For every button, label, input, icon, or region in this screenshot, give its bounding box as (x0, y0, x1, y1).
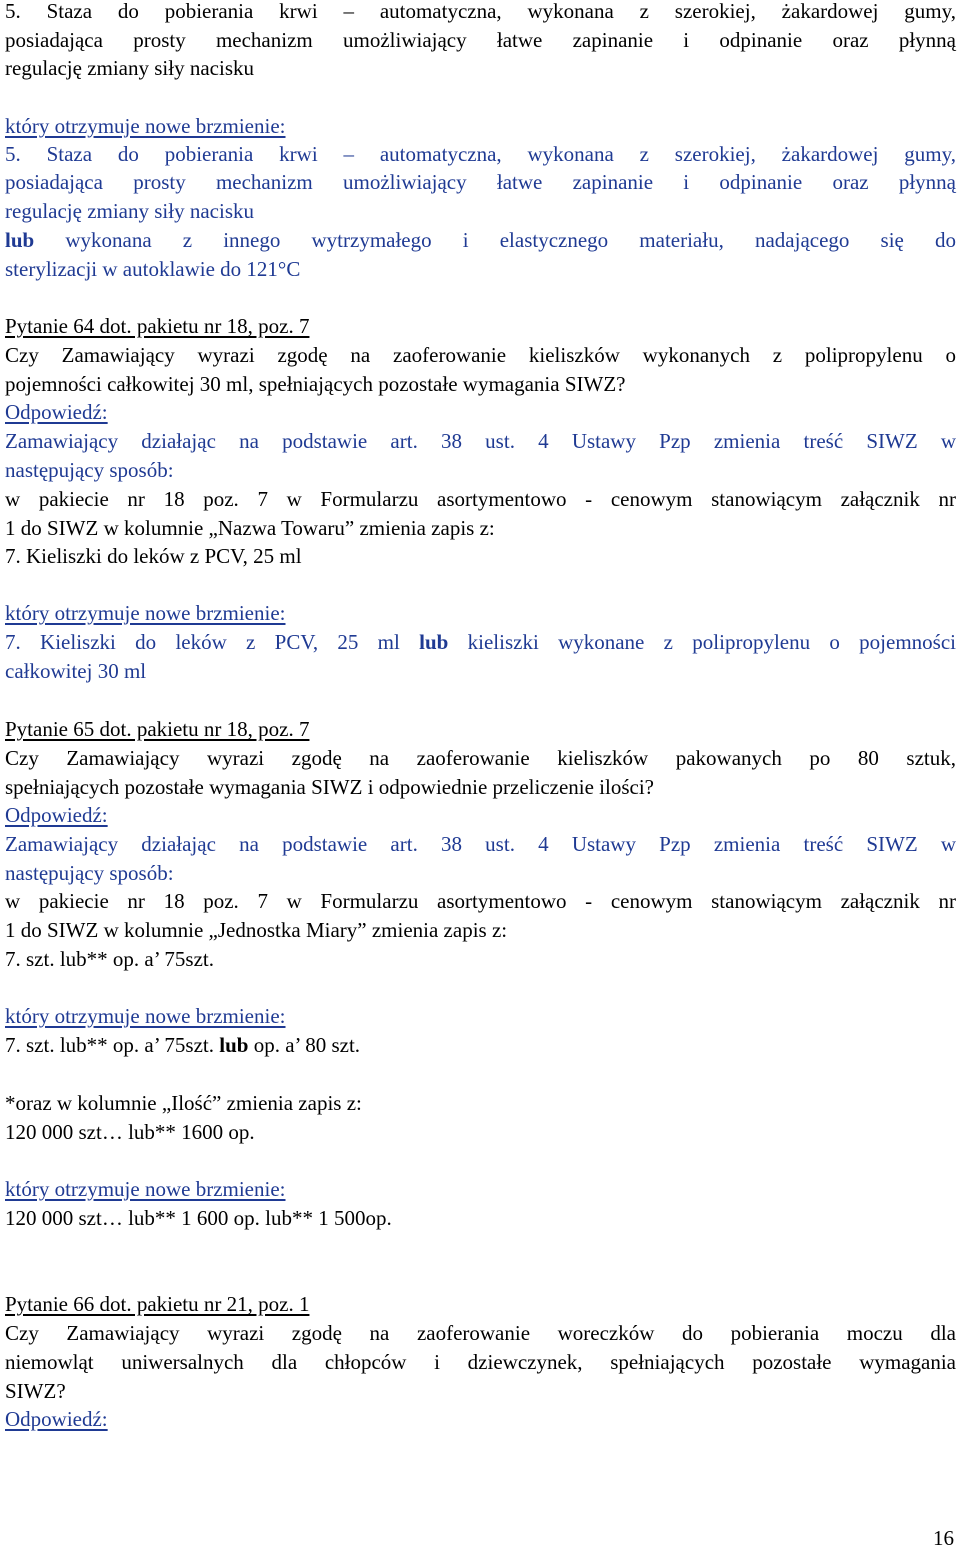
question-65-line-1: Czy Zamawiający wyrazi zgodę na zaoferowanie kieliszków pakowanych po 80 sztuk, (5, 746, 956, 770)
answer-64-label: Odpowiedź: (5, 400, 108, 424)
answer-64-new-end: kieliszki wykonane z polipropylenu o pojemności (448, 630, 956, 654)
answer-65-quantity-label: *oraz w kolumnie „Ilość” zmienia zapis z: (5, 1091, 362, 1115)
question-66-title: Pytanie 66 dot. pakietu nr 21, poz. 1 (5, 1292, 310, 1316)
answer-64-new-line-2: całkowitej 30 ml (5, 659, 147, 683)
answer-66-label: Odpowiedź: (5, 1407, 108, 1431)
question-64-line-1: Czy Zamawiający wyrazi zgodę na zaoferowanie kieliszków wykonanych z polipropylenu o (5, 343, 956, 367)
staza-original-line-3: regulację zmiany siły nacisku (5, 56, 254, 80)
question-64-line-2: pojemności całkowitej 30 ml, spełniających pozostałe wymagania SIWZ? (5, 372, 626, 396)
question-64-title: Pytanie 64 dot. pakietu nr 18, poz. 7 (5, 314, 310, 338)
question-66-line-2: niemowląt uniwersalnych dla chłopców i dziewczynek, spełniających pozostałe wymagania (5, 1350, 956, 1374)
lub-keyword: lub (219, 1033, 249, 1057)
answer-64-new-line-1 (5, 628, 956, 656)
answer-64-old-value: 7. Kieliszki do leków z PCV, 25 ml (5, 544, 302, 568)
staza-original-line-1: 5. Staza do pobierania krwi – automatyczna, wykonana z szerokiej, żakardowej gumy, (5, 0, 956, 23)
answer-65-line-2: następujący sposób: (5, 861, 174, 885)
staza-new-line-5: sterylizacji w autoklawie do 121°C (5, 257, 301, 281)
answer-65-old-unit: 7. szt. lub** op. a’ 75szt. (5, 947, 214, 971)
lub-keyword: lub (419, 630, 449, 654)
staza-new-line-1: 5. Staza do pobierania krwi – automatyczna, wykonana z szerokiej, żakardowej gumy, (5, 142, 956, 166)
answer-65-new-unit-start: 7. szt. lub** op. a’ 75szt. (5, 1033, 220, 1057)
answer-64-line-1: Zamawiający działając na podstawie art. 38 ust. 4 Ustawy Pzp zmienia treść SIWZ w (5, 429, 956, 453)
question-66-line-3: SIWZ? (5, 1379, 66, 1403)
answer-65-new-unit-end: op. a’ 80 szt. (248, 1033, 361, 1057)
answer-65-package-line-1: w pakiecie nr 18 poz. 7 w Formularzu asortymentowo - cenowym stanowiącym załącznik nr (5, 889, 956, 913)
answer-64-line-2: następujący sposób: (5, 458, 174, 482)
staza-new-line-2: posiadająca prosty mechanizm umożliwiający łatwe zapinanie i odpinanie oraz płynną (5, 170, 956, 194)
new-wording-label-64: który otrzymuje nowe brzmienie: (5, 601, 286, 625)
answer-65-new-unit (5, 1031, 360, 1059)
answer-64-package-line-2: 1 do SIWZ w kolumnie „Nazwa Towaru” zmienia zapis z: (5, 516, 495, 540)
staza-new-line-4-rest: wykonana z innego wytrzymałego i elastycznego materiału, nadającego się do (34, 228, 956, 252)
answer-65-old-quantity: 120 000 szt… lub** 1600 op. (5, 1120, 255, 1144)
answer-65-label: Odpowiedź: (5, 803, 108, 827)
new-wording-label-65-qty: który otrzymuje nowe brzmienie: (5, 1177, 286, 1201)
new-wording-label-65-unit: który otrzymuje nowe brzmienie: (5, 1004, 286, 1028)
answer-64-package-line-1: w pakiecie nr 18 poz. 7 w Formularzu asortymentowo - cenowym stanowiącym załącznik nr (5, 487, 956, 511)
page-number: 16 (933, 1526, 954, 1550)
new-wording-label: który otrzymuje nowe brzmienie: (5, 114, 286, 138)
answer-65-package-line-2: 1 do SIWZ w kolumnie „Jednostka Miary” zmienia zapis z: (5, 918, 508, 942)
question-65-title: Pytanie 65 dot. pakietu nr 18, poz. 7 (5, 717, 310, 741)
question-65-line-2: spełniających pozostałe wymagania SIWZ i odpowiednie przeliczenie ilości? (5, 775, 655, 799)
staza-original-line-2: posiadająca prosty mechanizm umożliwiający łatwe zapinanie i odpinanie oraz płynną (5, 28, 956, 52)
lub-keyword: lub (5, 228, 35, 252)
staza-new-line-3: regulację zmiany siły nacisku (5, 199, 254, 223)
question-66-line-1: Czy Zamawiający wyrazi zgodę na zaoferowanie woreczków do pobierania moczu dla (5, 1321, 956, 1345)
answer-65-line-1: Zamawiający działając na podstawie art. 38 ust. 4 Ustawy Pzp zmienia treść SIWZ w (5, 832, 956, 856)
answer-64-new-start: 7. Kieliszki do leków z PCV, 25 ml (5, 630, 420, 654)
answer-65-new-quantity: 120 000 szt… lub** 1 600 op. lub** 1 500op. (5, 1206, 392, 1230)
staza-new-line-4 (5, 226, 956, 254)
